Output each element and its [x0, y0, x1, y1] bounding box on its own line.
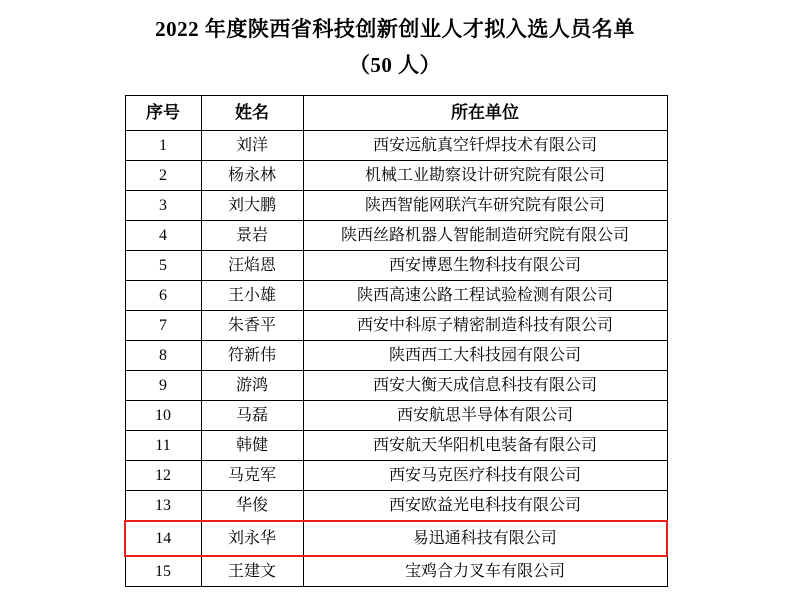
- cell-name: 朱香平: [201, 310, 303, 340]
- cell-index: 12: [125, 460, 201, 490]
- table-row: [125, 556, 667, 587]
- cell-name: 韩健: [201, 430, 303, 460]
- table-row: [125, 400, 667, 430]
- column-header-org: 所在单位: [303, 95, 667, 130]
- cell-index: 6: [125, 280, 201, 310]
- roster-table-wrapper: [124, 95, 666, 587]
- page-subtitle: （50 人）: [348, 53, 442, 78]
- table-row-highlighted: [125, 521, 667, 556]
- cell-index: 15: [125, 556, 201, 587]
- cell-org: 西安马克医疗科技有限公司: [303, 460, 667, 490]
- cell-org: 易迅通科技有限公司: [303, 521, 667, 556]
- cell-org: 西安博恩生物科技有限公司: [303, 250, 667, 280]
- table-row: [125, 460, 667, 490]
- cell-index: 8: [125, 340, 201, 370]
- table-body: [125, 130, 667, 586]
- cell-org: 宝鸡合力叉车有限公司: [303, 556, 667, 587]
- table-row: [125, 190, 667, 220]
- cell-name: 汪焰恩: [201, 250, 303, 280]
- cell-org: 陕西高速公路工程试验检测有限公司: [303, 280, 667, 310]
- cell-index: 9: [125, 370, 201, 400]
- table-row: [125, 430, 667, 460]
- cell-index: 2: [125, 160, 201, 190]
- cell-index: 7: [125, 310, 201, 340]
- table-row: [125, 160, 667, 190]
- cell-index: 11: [125, 430, 201, 460]
- cell-index: 14: [125, 521, 201, 556]
- table-row: [125, 310, 667, 340]
- table-row: [125, 250, 667, 280]
- cell-org: 西安航天华阳机电装备有限公司: [303, 430, 667, 460]
- cell-name: 马克军: [201, 460, 303, 490]
- table-row: [125, 340, 667, 370]
- page-title: 2022 年度陕西省科技创新创业人才拟入选人员名单: [155, 17, 635, 41]
- cell-org: 西安航思半导体有限公司: [303, 400, 667, 430]
- cell-org: 西安中科原子精密制造科技有限公司: [303, 310, 667, 340]
- cell-name: 刘洋: [201, 130, 303, 160]
- cell-index: 13: [125, 490, 201, 521]
- cell-org: 陕西丝路机器人智能制造研究院有限公司: [303, 220, 667, 250]
- table-row: [125, 490, 667, 521]
- cell-name: 王建文: [201, 556, 303, 587]
- table-row: [125, 280, 667, 310]
- cell-name: 王小雄: [201, 280, 303, 310]
- cell-index: 4: [125, 220, 201, 250]
- column-header-name: 姓名: [201, 95, 303, 130]
- cell-index: 10: [125, 400, 201, 430]
- cell-name: 杨永林: [201, 160, 303, 190]
- cell-name: 游鸿: [201, 370, 303, 400]
- cell-name: 刘大鹏: [201, 190, 303, 220]
- roster-table: [124, 95, 668, 587]
- cell-name: 华俊: [201, 490, 303, 521]
- table-row: [125, 130, 667, 160]
- cell-index: 3: [125, 190, 201, 220]
- column-header-index: 序号: [125, 95, 201, 130]
- cell-org: 西安远航真空钎焊技术有限公司: [303, 130, 667, 160]
- cell-index: 5: [125, 250, 201, 280]
- cell-org: 陕西西工大科技园有限公司: [303, 340, 667, 370]
- cell-name: 景岩: [201, 220, 303, 250]
- cell-org: 陕西智能网联汽车研究院有限公司: [303, 190, 667, 220]
- table-row: [125, 370, 667, 400]
- cell-org: 机械工业勘察设计研究院有限公司: [303, 160, 667, 190]
- cell-name: 刘永华: [201, 521, 303, 556]
- cell-org: 西安欧益光电科技有限公司: [303, 490, 667, 521]
- table-header-row: [125, 95, 667, 130]
- cell-org: 西安大衡天成信息科技有限公司: [303, 370, 667, 400]
- cell-name: 符新伟: [201, 340, 303, 370]
- cell-name: 马磊: [201, 400, 303, 430]
- table-header: [125, 95, 667, 130]
- cell-index: 1: [125, 130, 201, 160]
- table-row: [125, 220, 667, 250]
